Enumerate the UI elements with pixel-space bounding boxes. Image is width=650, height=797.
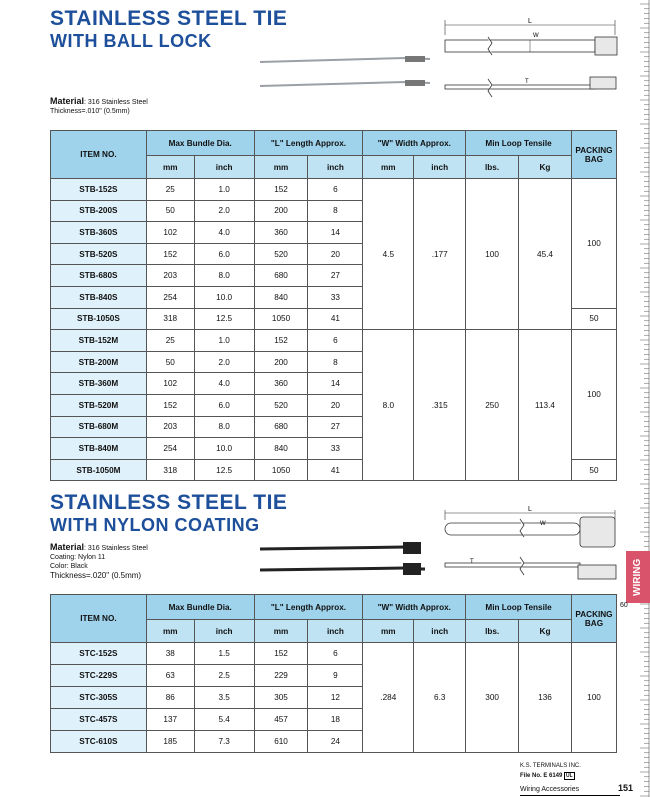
header-bundle: Max Bundle Dia. [146, 131, 254, 156]
subheader-mm: mm [363, 156, 414, 179]
item-no: STB-200M [51, 351, 147, 373]
tensile-kg: 136 [519, 643, 572, 753]
section2-title-line2: WITH NYLON COATING [50, 515, 260, 535]
width-mm: .284 [363, 643, 414, 753]
length-mm: 680 [254, 265, 308, 287]
length-inch: 6 [308, 179, 363, 201]
subheader-mm: mm [254, 156, 308, 179]
bundle-mm: 25 [146, 330, 194, 352]
header-length: "L" Length Approx. [254, 131, 363, 156]
thickness: Thickness=.020" (0.5mm) [50, 571, 142, 580]
length-inch: 27 [308, 265, 363, 287]
item-no: STB-1050S [51, 308, 147, 330]
item-no: STB-680S [51, 265, 147, 287]
bundle-inch: 8.0 [194, 416, 254, 438]
bundle-mm: 102 [146, 373, 194, 395]
section2-title [50, 492, 287, 536]
side-tab-wiring: WIRING [626, 551, 650, 603]
length-inch: 6 [308, 643, 363, 665]
tensile-kg: 45.4 [519, 179, 572, 330]
length-mm: 152 [254, 643, 308, 665]
header-bundle: Max Bundle Dia. [146, 595, 254, 620]
length-inch: 14 [308, 222, 363, 244]
footer-category: Wiring Accessories [520, 786, 580, 793]
material-value: : 316 Stainless Steel [84, 545, 148, 552]
bundle-mm: 203 [146, 265, 194, 287]
length-inch: 33 [308, 438, 363, 460]
tensile-kg: 113.4 [519, 330, 572, 481]
bundle-mm: 203 [146, 416, 194, 438]
bundle-mm: 50 [146, 200, 194, 222]
length-inch: 24 [308, 731, 363, 753]
material-label: Material [50, 542, 85, 552]
length-mm: 680 [254, 416, 308, 438]
bundle-inch: 10.0 [194, 438, 254, 460]
item-no: STC-152S [51, 643, 147, 665]
header-packing: PACKING BAG [571, 595, 616, 643]
item-no: STC-229S [51, 665, 147, 687]
bundle-inch: 2.0 [194, 200, 254, 222]
header-tensile: Min Loop Tensile [466, 131, 572, 156]
bundle-inch: 1.0 [194, 330, 254, 352]
subheader-lbs: lbs. [466, 156, 519, 179]
bundle-inch: 6.0 [194, 394, 254, 416]
coating: Coating: Nylon 11 [50, 554, 106, 561]
nylon-coating-spec-table [50, 594, 617, 753]
section2-material [50, 543, 148, 580]
table-row [51, 643, 617, 665]
length-inch: 33 [308, 286, 363, 308]
tensile-lbs: 100 [466, 179, 519, 330]
footer-company: K.S. TERMINALS INC. [520, 763, 581, 769]
bundle-inch: 8.0 [194, 265, 254, 287]
length-mm: 1050 [254, 459, 308, 481]
length-inch: 12 [308, 687, 363, 709]
header-packing: PACKING BAG [571, 131, 616, 179]
header-item-no: ITEM NO. [51, 595, 147, 643]
drawing2-label-w: W [540, 521, 546, 527]
bundle-mm: 152 [146, 394, 194, 416]
item-no: STB-200S [51, 200, 147, 222]
item-no: STC-457S [51, 709, 147, 731]
table-row [51, 179, 617, 201]
table-row [51, 330, 617, 352]
length-inch: 8 [308, 200, 363, 222]
ball-lock-spec-table [50, 130, 617, 481]
tensile-lbs: 250 [466, 330, 519, 481]
length-inch: 41 [308, 459, 363, 481]
item-no: STB-360M [51, 373, 147, 395]
bundle-mm: 38 [146, 643, 194, 665]
subheader-kg: Kg [519, 620, 572, 643]
length-mm: 360 [254, 222, 308, 244]
tensile-lbs: 300 [466, 643, 519, 753]
length-mm: 610 [254, 731, 308, 753]
bundle-inch: 6.0 [194, 243, 254, 265]
subheader-inch: inch [414, 156, 466, 179]
section2-title-line1: STAINLESS STEEL TIE [50, 491, 288, 514]
width-mm: 4.5 [363, 179, 414, 330]
length-mm: 305 [254, 687, 308, 709]
item-no: STB-680M [51, 416, 147, 438]
length-inch: 20 [308, 243, 363, 265]
item-no: STB-840S [51, 286, 147, 308]
item-no: STB-1050M [51, 459, 147, 481]
edge-ruler [636, 0, 650, 797]
length-inch: 8 [308, 351, 363, 373]
length-mm: 840 [254, 286, 308, 308]
bundle-mm: 63 [146, 665, 194, 687]
item-no: STB-360S [51, 222, 147, 244]
bundle-inch: 3.5 [194, 687, 254, 709]
length-mm: 152 [254, 179, 308, 201]
section1-title [50, 8, 287, 52]
ball-lock-tie-photo [255, 48, 435, 98]
side-page-number: 60 [620, 602, 628, 609]
length-mm: 229 [254, 665, 308, 687]
bundle-mm: 254 [146, 286, 194, 308]
length-mm: 520 [254, 243, 308, 265]
footer-page-number: 151 [618, 783, 634, 793]
packing-qty: 100 [571, 179, 616, 309]
length-mm: 360 [254, 373, 308, 395]
length-inch: 20 [308, 394, 363, 416]
length-mm: 840 [254, 438, 308, 460]
bundle-inch: 1.5 [194, 643, 254, 665]
bundle-mm: 254 [146, 438, 194, 460]
bundle-mm: 102 [146, 222, 194, 244]
item-no: STC-305S [51, 687, 147, 709]
length-inch: 41 [308, 308, 363, 330]
nylon-coated-tie-drawing [440, 505, 620, 595]
width-inch: .177 [414, 179, 466, 330]
bundle-inch: 2.0 [194, 351, 254, 373]
item-no: STB-152S [51, 179, 147, 201]
bundle-mm: 86 [146, 687, 194, 709]
drawing1-label-t: T [525, 79, 529, 85]
bundle-inch: 2.5 [194, 665, 254, 687]
length-inch: 18 [308, 709, 363, 731]
item-no: STB-520M [51, 394, 147, 416]
length-mm: 520 [254, 394, 308, 416]
item-no: STC-610S [51, 731, 147, 753]
width-inch: .315 [414, 330, 466, 481]
subheader-mm: mm [146, 620, 194, 643]
length-inch: 27 [308, 416, 363, 438]
nylon-coated-tie-photo [255, 537, 435, 582]
width-inch: 6.3 [414, 643, 466, 753]
bundle-inch: 12.5 [194, 308, 254, 330]
subheader-inch: inch [414, 620, 466, 643]
footer-rule [520, 795, 620, 796]
length-inch: 14 [308, 373, 363, 395]
item-no: STB-520S [51, 243, 147, 265]
header-item-no: ITEM NO. [51, 131, 147, 179]
length-mm: 457 [254, 709, 308, 731]
section1-title-line2: WITH BALL LOCK [50, 31, 212, 51]
material-value: : 316 Stainless Steel [84, 99, 148, 106]
bundle-inch: 4.0 [194, 373, 254, 395]
item-no: STB-840M [51, 438, 147, 460]
length-inch: 6 [308, 330, 363, 352]
subheader-kg: Kg [519, 156, 572, 179]
subheader-inch: inch [308, 620, 363, 643]
length-mm: 200 [254, 200, 308, 222]
bundle-inch: 12.5 [194, 459, 254, 481]
subheader-inch: inch [308, 156, 363, 179]
bundle-mm: 152 [146, 243, 194, 265]
drawing2-label-t: T [470, 559, 474, 565]
drawing1-label-l: L [528, 18, 532, 25]
bundle-mm: 137 [146, 709, 194, 731]
color: Color: Black [50, 563, 88, 570]
packing-qty: 100 [571, 330, 616, 460]
item-no: STB-152M [51, 330, 147, 352]
length-mm: 152 [254, 330, 308, 352]
material-label: Material [50, 96, 85, 106]
width-mm: 8.0 [363, 330, 414, 481]
subheader-inch: inch [194, 156, 254, 179]
bundle-mm: 318 [146, 459, 194, 481]
subheader-mm: mm [146, 156, 194, 179]
bundle-mm: 50 [146, 351, 194, 373]
drawing2-label-l: L [528, 506, 532, 513]
header-width: "W" Width Approx. [363, 131, 466, 156]
length-inch: 9 [308, 665, 363, 687]
length-mm: 200 [254, 351, 308, 373]
drawing1-label-w: W [533, 33, 539, 39]
thickness: Thickness=.010" (0.5mm) [50, 108, 130, 115]
subheader-mm: mm [363, 620, 414, 643]
packing-qty: 50 [571, 459, 616, 481]
header-length: "L" Length Approx. [254, 595, 363, 620]
header-width: "W" Width Approx. [363, 595, 466, 620]
ul-mark-icon: UL [566, 773, 573, 779]
bundle-inch: 10.0 [194, 286, 254, 308]
subheader-lbs: lbs. [466, 620, 519, 643]
bundle-mm: 318 [146, 308, 194, 330]
bundle-inch: 4.0 [194, 222, 254, 244]
packing-qty: 50 [571, 308, 616, 330]
ball-lock-tie-drawing [440, 15, 620, 110]
bundle-mm: 185 [146, 731, 194, 753]
bundle-inch: 5.4 [194, 709, 254, 731]
length-mm: 1050 [254, 308, 308, 330]
section1-title-line1: STAINLESS STEEL TIE [50, 7, 288, 30]
bundle-inch: 7.3 [194, 731, 254, 753]
header-tensile: Min Loop Tensile [466, 595, 572, 620]
bundle-inch: 1.0 [194, 179, 254, 201]
subheader-mm: mm [254, 620, 308, 643]
packing-qty: 100 [571, 643, 616, 753]
bundle-mm: 25 [146, 179, 194, 201]
section1-material [50, 97, 148, 116]
subheader-inch: inch [194, 620, 254, 643]
footer-file-no: File No. E 6149 UL [520, 773, 573, 779]
